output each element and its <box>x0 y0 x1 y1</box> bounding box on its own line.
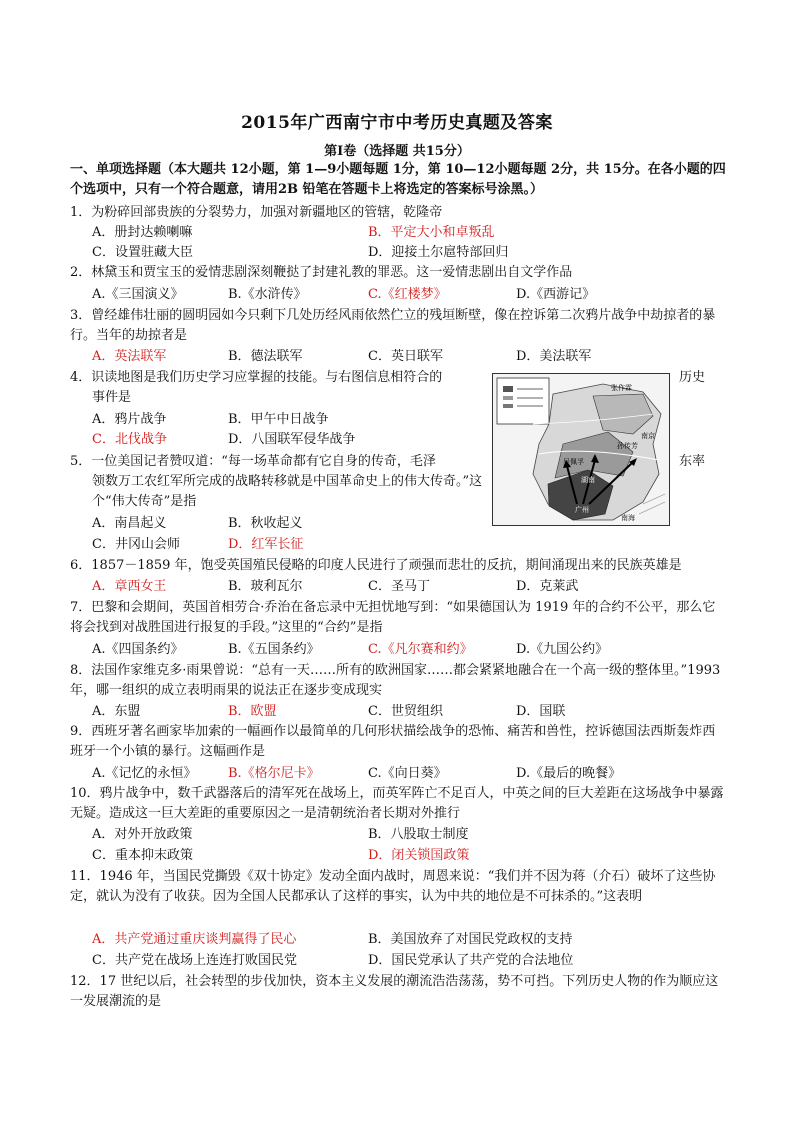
q4-option-d: D．八国联军侵华战争 <box>228 432 356 447</box>
q1-option-d: D．迎接土尔扈特部回归 <box>368 245 509 260</box>
q6-option-d: D．克莱武 <box>516 579 579 594</box>
q7-option-a: A.《四国条约》 <box>92 642 184 657</box>
q11-option-c: C．共产党在战场上连连打败国民党 <box>92 953 297 968</box>
q9-option-b: B.《格尔尼卡》 <box>228 766 320 781</box>
question-11: 11．1946 年，当国民党撕毁《双十协定》发动全面内战时，周恩来说：“我们并不因为蒋（介石）破坏了这些协定，就认为没有了收获。因为全国人民都承认了这样的事实，认为中共的地位是不可抹杀的。”这表明 <box>70 869 716 904</box>
q7-option-b: B.《五国条约》 <box>228 642 320 657</box>
q4-option-c: C．北伐战争 <box>92 432 167 447</box>
map-label-sun: 孙传芳 <box>617 442 638 450</box>
q5-option-d: D．红军长征 <box>228 537 304 552</box>
q2-option-a: A.《三国演义》 <box>92 287 184 302</box>
q11-option-d: D．国民党承认了共产党的合法地位 <box>368 953 574 968</box>
question-4-cont: 事件是 <box>92 390 132 405</box>
question-5-tail: 东率 <box>679 454 706 469</box>
q9-option-a: A.《记忆的永恒》 <box>92 766 197 781</box>
q2-option-d: D.《西游记》 <box>516 287 596 302</box>
q10-option-b: B．八股取士制度 <box>368 827 469 842</box>
q1-option-c: C．设置驻藏大臣 <box>92 245 193 260</box>
question-10: 10．鸦片战争中，数千武器落后的清军死在战场上，而英军阵亡不足百人，中英之间的巨大差距在这场战争中暴露无疑。造成这一巨大差距的重要原因之一是清朝统治者长期对外推行 <box>70 786 724 821</box>
q6-option-c: C．圣马丁 <box>368 579 430 594</box>
q6-option-a: A．章西女王 <box>92 579 167 594</box>
q4-option-b: B．甲午中日战争 <box>228 412 329 427</box>
question-4-tail: 历史 <box>679 370 706 385</box>
northern-expedition-map <box>492 373 670 526</box>
question-3: 3．曾经雄伟壮丽的圆明园如今只剩下几处历经风雨依然伫立的残垣断壁，像在控诉第二次鸦片战争中劫掠者的暴行。当年的劫掠者是 <box>70 308 716 343</box>
q1-option-a: A．册封达赖喇嘛 <box>92 225 193 240</box>
map-label-guangzhou: 广州 <box>575 506 589 514</box>
question-1: 1．为粉碎回部贵族的分裂势力，加强对新疆地区的管辖，乾隆帝 <box>70 205 443 220</box>
question-4: 4．识读地图是我们历史学习应掌握的技能。与右图信息相符合的 <box>70 370 443 385</box>
q4-option-a: A．鸦片战争 <box>92 412 167 427</box>
q5-option-a: A．南昌起义 <box>92 516 167 531</box>
map-label-zhang: 张作霖 <box>611 384 632 392</box>
map-label-hunan: 湖南 <box>581 476 595 484</box>
map-label-wu: 吴佩孚 <box>563 458 584 466</box>
q11-option-b: B．美国放弃了对国民党政权的支持 <box>368 932 573 947</box>
q3-option-a: A．英法联军 <box>92 349 167 364</box>
q1-option-b: B．平定大小和卓叛乱 <box>368 225 495 240</box>
q5-option-c: C．井冈山会师 <box>92 537 180 552</box>
page-title: 2015年广西南宁市中考历史真题及答案 <box>241 113 553 133</box>
q8-option-a: A．东盟 <box>92 704 141 719</box>
q5-option-b: B．秋收起义 <box>228 516 303 531</box>
part-heading: 第Ⅰ卷（选择题 共15分） <box>324 144 470 159</box>
question-7: 7．巴黎和会期间，英国首相劳合·乔治在备忘录中无担忧地写到：“如果德国认为 1919 年的合约不公平，那么它将会找到对战胜国进行报复的手段。”这里的“合约”是指 <box>70 600 716 635</box>
question-12: 12．17 世纪以后，社会转型的步伐加快，资本主义发展的潮流浩浩荡荡，势不可挡。下列历史人物的作为顺应这一发展潮流的是 <box>70 974 719 1009</box>
q9-option-c: C.《向日葵》 <box>368 766 447 781</box>
q7-option-c: C.《凡尔赛和约》 <box>368 642 473 657</box>
q3-option-b: B．德法联军 <box>228 349 303 364</box>
q8-option-d: D．国联 <box>516 704 566 719</box>
q3-option-d: D．美法联军 <box>516 349 592 364</box>
q10-option-a: A．对外开放政策 <box>92 827 193 842</box>
question-2: 2．林黛玉和贾宝玉的爱情悲剧深刻鞭挞了封建礼教的罪恶。这一爱情悲剧出自文学作品 <box>70 265 573 280</box>
q2-option-c: C.《红楼梦》 <box>368 287 447 302</box>
question-5: 5．一位美国记者赞叹道：“每一场革命都有它自身的传奇，毛泽 <box>70 454 436 469</box>
section-instructions: 一、单项选择题（本大题共 12小题，第 1—9小题每题 1分，第 10—12小题每题 2分，共 15分。在各小题的四个选项中，只有一个符合题意，请用2B 铅笔在答题卡上将选定的答案标号涂黑。） <box>70 162 726 197</box>
q3-option-c: C．英日联军 <box>368 349 443 364</box>
map-label-nanjing: 南京 <box>641 432 655 440</box>
q7-option-d: D.《九国公约》 <box>516 642 609 657</box>
question-5-cont: 领数万工农红军所完成的战略转移就是中国革命史上的伟大传奇。”这个“伟大传奇”是指 <box>92 474 483 509</box>
q2-option-b: B.《水浒传》 <box>228 287 307 302</box>
q8-option-b: B．欧盟 <box>228 704 277 719</box>
map-label-nanhai: 南海 <box>621 514 635 522</box>
q10-option-c: C．重本抑末政策 <box>92 848 193 863</box>
q9-option-d: D.《最后的晚餐》 <box>516 766 622 781</box>
q11-option-a: A．共产党通过重庆谈判赢得了民心 <box>92 932 297 947</box>
q10-option-d: D．闭关锁国政策 <box>368 848 470 863</box>
question-8: 8．法国作家维克多·雨果曾说：“总有一天……所有的欧洲国家……都会紧紧地融合在一个高一级的整体里。”1993 年，哪一组织的成立表明雨果的说法正在逐步变成现实 <box>70 663 721 698</box>
q8-option-c: C．世贸组织 <box>368 704 443 719</box>
question-6: 6．1857－1859 年，饱受英国殖民侵略的印度人民进行了顽强而悲壮的反抗，期间涌现出来的民族英雄是 <box>70 558 682 573</box>
q6-option-b: B．玻利瓦尔 <box>228 579 303 594</box>
question-9: 9．西班牙著名画家毕加索的一幅画作以最简单的几何形状描绘战争的恐怖、痛苦和兽性，控诉德国法西斯轰炸西班牙一个小镇的暴行。这幅画作是 <box>70 724 716 759</box>
